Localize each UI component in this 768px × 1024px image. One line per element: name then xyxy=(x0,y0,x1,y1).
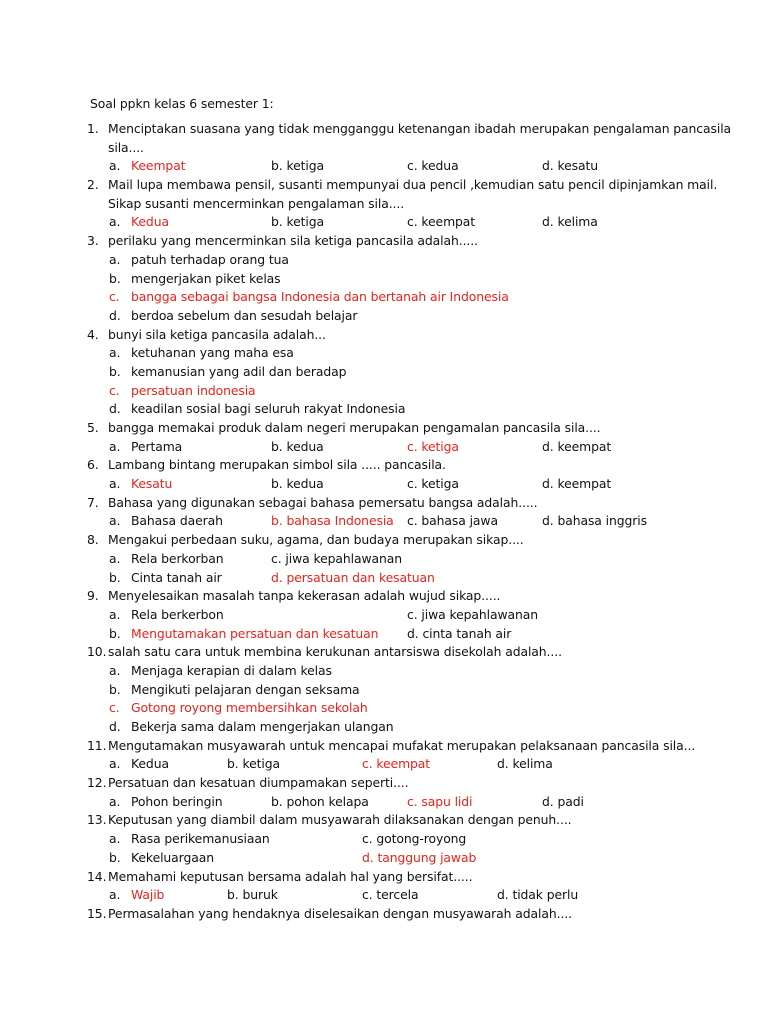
question-number: 8. xyxy=(87,532,99,548)
question-line xyxy=(0,456,768,475)
option-text: Cinta tanah air xyxy=(131,569,222,585)
option-text: Mengikuti pelajaran dengan seksama xyxy=(131,681,360,697)
option-letter: a. xyxy=(109,662,121,678)
question-number: 2. xyxy=(87,177,99,193)
answer-option: bangga sebagai bangsa Indonesia dan bertanah air Indonesia xyxy=(131,289,509,305)
option-letter: c. xyxy=(109,289,120,305)
question-line xyxy=(0,774,768,793)
option-row xyxy=(0,213,768,232)
option-letter: a. xyxy=(109,251,121,267)
option-row xyxy=(0,793,768,812)
option-letter: b. xyxy=(109,270,121,286)
option-text: c. keempat xyxy=(407,214,476,230)
option-text: d. kelima xyxy=(542,214,598,230)
option-letter: a. xyxy=(109,756,121,772)
question-1 xyxy=(0,120,768,176)
option-text: c. ketiga xyxy=(407,476,459,492)
question-text: Menciptakan suasana yang tidak mengganggu ketenangan ibadah merupakan pengalaman pancasila xyxy=(108,121,732,136)
option-row xyxy=(0,606,768,625)
question-line xyxy=(0,737,768,756)
answer-option: Kesatu xyxy=(131,476,173,492)
option-text: b. pohon kelapa xyxy=(271,793,369,809)
question-line xyxy=(0,195,768,214)
question-line xyxy=(0,139,768,158)
question-number: 11. xyxy=(87,737,107,753)
question-8 xyxy=(0,531,768,587)
question-line xyxy=(0,868,768,887)
option-text: c. jiwa kepahlawanan xyxy=(407,606,538,622)
option-text: c. jiwa kepahlawanan xyxy=(271,550,402,566)
question-number: 14. xyxy=(87,868,107,884)
option-letter: a. xyxy=(109,550,121,566)
question-10 xyxy=(0,643,768,736)
question-7 xyxy=(0,494,768,531)
option-text: d. cinta tanah air xyxy=(407,625,512,641)
option-text: kemanusian yang adil dan beradap xyxy=(131,363,347,379)
option-row xyxy=(0,438,768,457)
question-text: sila.... xyxy=(108,139,144,155)
option-row xyxy=(0,886,768,905)
answer-option: c. sapu lidi xyxy=(407,793,473,809)
question-4 xyxy=(0,326,768,419)
option-row xyxy=(0,625,768,644)
question-line xyxy=(0,419,768,438)
question-14 xyxy=(0,868,768,905)
option-text: c. tercela xyxy=(362,887,419,903)
question-text: perilaku yang mencerminkan sila ketiga pancasila adalah..... xyxy=(108,233,478,249)
answer-option: d. tanggung jawab xyxy=(362,849,477,865)
answer-option: b. bahasa Indonesia xyxy=(271,513,394,529)
option-letter: a. xyxy=(109,345,121,361)
option-text: berdoa sebelum dan sesudah belajar xyxy=(131,307,358,323)
option-text: b. ketiga xyxy=(227,756,280,772)
option-letter: a. xyxy=(109,831,121,847)
option-letter: a. xyxy=(109,476,121,492)
option-text: Kedua xyxy=(131,756,169,772)
option-row xyxy=(0,512,768,531)
answer-option: Mengutamakan persatuan dan kesatuan xyxy=(131,625,379,641)
option-row xyxy=(0,830,768,849)
question-number: 6. xyxy=(87,457,99,473)
question-line xyxy=(0,494,768,513)
question-text: bangga memakai produk dalam negeri merupakan pengamalan pancasila sila.... xyxy=(108,420,601,435)
answer-option: c. ketiga xyxy=(407,438,459,454)
question-9 xyxy=(0,587,768,643)
question-number: 15. xyxy=(87,905,107,921)
option-text: Kekeluargaan xyxy=(131,849,214,865)
page-title: Soal ppkn kelas 6 semester 1: xyxy=(90,96,274,111)
option-text: Bahasa daerah xyxy=(131,513,223,529)
option-letter: b. xyxy=(109,363,121,379)
question-line xyxy=(0,811,768,830)
option-letter: b. xyxy=(109,849,121,865)
option-text: Bekerja sama dalam mengerjakan ulangan xyxy=(131,719,394,734)
question-5 xyxy=(0,419,768,456)
option-text: d. keempat xyxy=(542,438,612,454)
question-text: Permasalahan yang hendaknya diselesaikan dengan musyawarah adalah.... xyxy=(108,905,572,921)
option-letter: d. xyxy=(109,401,121,417)
question-line xyxy=(0,232,768,251)
answer-option: Gotong royong membersihkan sekolah xyxy=(131,700,368,716)
option-letter: a. xyxy=(109,606,121,622)
option-letter: d. xyxy=(109,307,121,323)
option-row xyxy=(0,251,768,270)
question-12 xyxy=(0,774,768,811)
question-number: 12. xyxy=(87,775,107,791)
question-number: 7. xyxy=(87,494,99,510)
option-text: Pohon beringin xyxy=(131,793,223,809)
option-row xyxy=(0,157,768,176)
option-row xyxy=(0,382,768,401)
option-row xyxy=(0,288,768,307)
option-text: Rela berkorban xyxy=(131,550,224,566)
question-number: 4. xyxy=(87,326,99,342)
question-text: Persatuan dan kesatuan diumpamakan seperti.... xyxy=(108,775,409,791)
option-text: patuh terhadap orang tua xyxy=(131,251,289,267)
option-row xyxy=(0,550,768,569)
option-letter: a. xyxy=(109,513,121,529)
option-text: d. keempat xyxy=(542,476,612,492)
question-3 xyxy=(0,232,768,325)
option-row xyxy=(0,849,768,868)
option-letter: d. xyxy=(109,719,121,734)
question-15 xyxy=(0,905,768,924)
answer-option: c. keempat xyxy=(362,756,431,772)
question-number: 10. xyxy=(87,644,107,660)
question-text: Mengutamakan musyawarah untuk mencapai mufakat merupakan pelaksanaan pancasila sila... xyxy=(108,737,696,753)
question-line xyxy=(0,326,768,345)
option-text: d. padi xyxy=(542,793,584,809)
option-letter: a. xyxy=(109,438,121,454)
option-row xyxy=(0,662,768,681)
option-row xyxy=(0,270,768,289)
question-2 xyxy=(0,176,768,232)
option-text: c. gotong-royong xyxy=(362,831,467,847)
option-row xyxy=(0,363,768,382)
option-text: mengerjakan piket kelas xyxy=(131,270,281,286)
question-number: 5. xyxy=(87,420,99,435)
question-list xyxy=(0,120,768,924)
question-number: 9. xyxy=(87,588,99,604)
question-text: Memahami keputusan bersama adalah hal yang bersifat..... xyxy=(108,868,473,884)
option-row xyxy=(0,718,768,737)
option-row xyxy=(0,307,768,326)
option-row xyxy=(0,569,768,588)
option-text: c. bahasa jawa xyxy=(407,513,498,529)
option-row xyxy=(0,475,768,494)
option-text: d. tidak perlu xyxy=(497,887,579,903)
question-13 xyxy=(0,811,768,867)
question-text: Lambang bintang merupakan simbol sila ..... pancasila. xyxy=(108,457,446,473)
answer-option: Kedua xyxy=(131,214,169,230)
question-text: Keputusan yang diambil dalam musyawarah dilaksanakan dengan penuh.... xyxy=(108,812,572,828)
option-row xyxy=(0,681,768,700)
question-line xyxy=(0,587,768,606)
option-letter: c. xyxy=(109,382,120,398)
option-text: d. kesatu xyxy=(542,158,598,174)
question-text: Bahasa yang digunakan sebagai bahasa pemersatu bangsa adalah..... xyxy=(108,494,538,510)
question-11 xyxy=(0,737,768,774)
option-text: b. ketiga xyxy=(271,158,324,174)
question-text: Sikap susanti mencerminkan pengalaman sila.... xyxy=(108,195,405,211)
answer-option: Keempat xyxy=(131,158,186,174)
option-text: b. ketiga xyxy=(271,214,324,230)
question-text: Mail lupa membawa pensil, susanti mempunyai dua pencil ,kemudian satu pencil dipinjamkan mail. xyxy=(108,177,718,193)
option-text: Pertama xyxy=(131,438,183,454)
option-text: Menjaga kerapian di dalam kelas xyxy=(131,662,332,678)
question-number: 1. xyxy=(87,121,99,136)
option-letter: c. xyxy=(109,700,120,716)
question-line xyxy=(0,120,768,139)
question-6 xyxy=(0,456,768,493)
option-text: ketuhanan yang maha esa xyxy=(131,345,294,361)
option-row xyxy=(0,400,768,419)
option-text: b. kedua xyxy=(271,476,324,492)
question-text: salah satu cara untuk membina kerukunan antarsiswa disekolah adalah.... xyxy=(108,644,562,660)
option-text: b. buruk xyxy=(227,887,278,903)
option-letter: b. xyxy=(109,681,121,697)
question-number: 3. xyxy=(87,233,99,249)
question-line xyxy=(0,176,768,195)
option-text: c. kedua xyxy=(407,158,459,174)
option-letter: a. xyxy=(109,158,121,174)
option-letter: a. xyxy=(109,214,121,230)
option-row xyxy=(0,699,768,718)
question-line xyxy=(0,643,768,662)
option-letter: b. xyxy=(109,569,121,585)
option-row xyxy=(0,344,768,363)
question-text: Mengakui perbedaan suku, agama, dan budaya merupakan sikap.... xyxy=(108,532,524,548)
option-letter: a. xyxy=(109,887,121,903)
option-text: d. bahasa inggris xyxy=(542,513,647,529)
option-text: keadilan sosial bagi seluruh rakyat Indonesia xyxy=(131,401,406,417)
question-line xyxy=(0,905,768,924)
question-number: 13. xyxy=(87,812,107,828)
option-text: Rasa perikemanusiaan xyxy=(131,831,270,847)
option-text: b. kedua xyxy=(271,438,324,454)
question-text: bunyi sila ketiga pancasila adalah... xyxy=(108,326,326,342)
option-text: d. kelima xyxy=(497,756,553,772)
question-text: Menyelesaikan masalah tanpa kekerasan adalah wujud sikap..... xyxy=(108,588,501,604)
option-text: Rela berkerbon xyxy=(131,606,224,622)
answer-option: persatuan indonesia xyxy=(131,382,256,398)
answer-option: d. persatuan dan kesatuan xyxy=(271,569,435,585)
option-row xyxy=(0,755,768,774)
option-letter: b. xyxy=(109,625,121,641)
answer-option: Wajib xyxy=(131,887,165,903)
question-line xyxy=(0,531,768,550)
option-letter: a. xyxy=(109,793,121,809)
